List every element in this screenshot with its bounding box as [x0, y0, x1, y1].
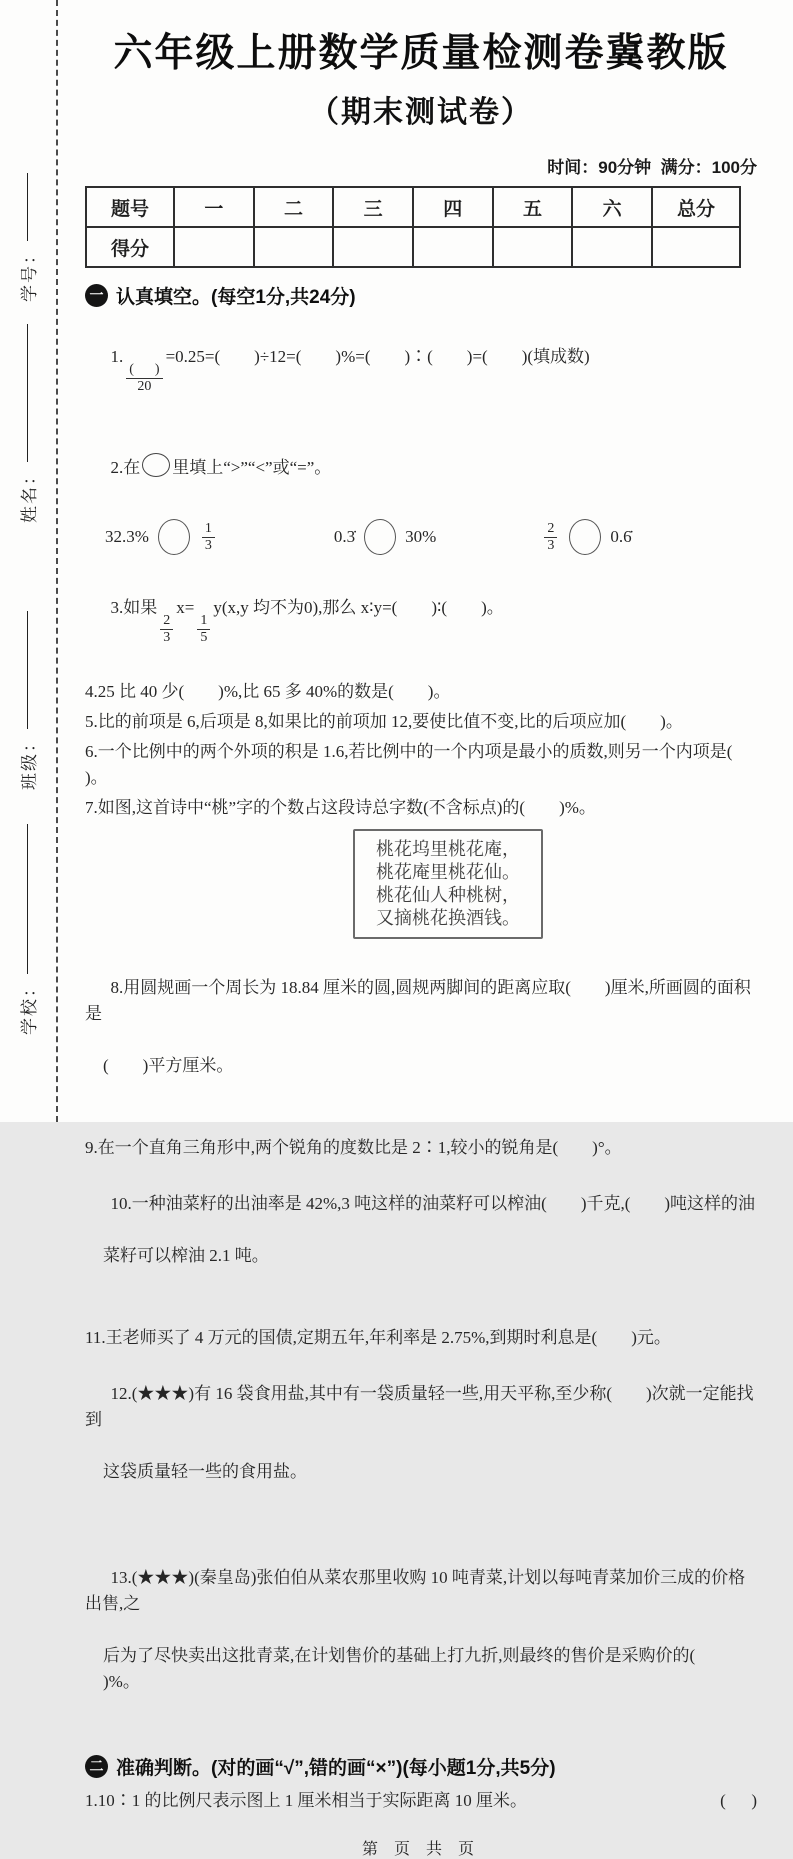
compare-circle-icon: [142, 453, 170, 477]
compare-circle-icon: [364, 519, 396, 555]
fraction-2-3: $\frac{2}{3}$: [160, 613, 173, 646]
score-table-score-row: [86, 227, 740, 267]
score-empty-cell: [572, 227, 652, 267]
school-label: 学校：: [19, 978, 39, 1035]
judge-question-1: [85, 1788, 757, 1814]
judge-question-1-text: 1.10∶1 的比例尺表示图上 1 厘米相当于实际距离 10 厘米。: [85, 1791, 527, 1810]
poem-line: 桃花仙人种桃树，: [376, 885, 520, 905]
question-2: [85, 427, 757, 507]
school-blank-line: [26, 824, 28, 974]
class-label: 班级：: [19, 733, 39, 790]
comparison-2-left: 0.3̇: [333, 527, 356, 546]
name-label: 姓名：: [19, 466, 39, 523]
fraction-2-3: $\frac{2}{3}$: [544, 521, 557, 554]
score-table-header-row: [86, 187, 740, 227]
section-2-title: 准确判断。(对的画“√”,错的画“×”)(每小题1分,共5分): [116, 1758, 556, 1779]
question-1-text: =0.25=( )÷12=( )%=( )∶( )=( )(填成数): [165, 347, 590, 366]
question-8: 8.用圆规画一个周长为 18.84 厘米的圆,圆规两脚间的距离应取( )厘米,所画圆的面积是 ( )平方厘米。: [85, 978, 751, 1075]
comparison-2-right: 30%: [405, 527, 437, 546]
section-1-header: [85, 282, 757, 309]
time-score-info: 时间：90分钟 满分：100分: [547, 158, 757, 177]
page-title: 六年级上册数学质量检测卷冀教版: [113, 32, 729, 75]
poem-figure: [353, 829, 543, 939]
question-3-text-mid: x=: [176, 598, 195, 617]
score-empty-cell: [174, 227, 254, 267]
poem-line: 桃花庵里桃花仙。: [376, 862, 520, 882]
student-number-label: 学号：: [19, 245, 39, 302]
question-1: [85, 318, 757, 421]
sidebar-field-school: [14, 810, 40, 1035]
name-blank-line: [26, 324, 28, 462]
score-table-cell: 题号: [86, 187, 174, 227]
question-3: [85, 569, 757, 672]
score-table-cell: 二: [254, 187, 334, 227]
comparison-1-left: 32.3%: [105, 527, 149, 546]
question-3-text-rest: y(x,y 均不为0),那么 x∶y=( )∶( )。: [213, 598, 504, 617]
score-empty-cell: [652, 227, 740, 267]
question-10: 10.一种油菜籽的出油率是 42%,3 吨这样的油菜籽可以榨油( )千克,( )吨这样的油 菜籽可以榨油 2.1 吨。: [103, 1194, 756, 1265]
score-table-cell: 一: [174, 187, 254, 227]
compare-circle-icon: [158, 519, 190, 555]
compare-circle-icon: [569, 519, 601, 555]
section-1-number-icon: 一: [85, 284, 108, 307]
question-7: 7.如图,这首诗中“桃”字的个数占这段诗总字数(不含标点)的( )%。: [85, 798, 596, 817]
question-9: 9.在一个直角三角形中,两个锐角的度数比是 2∶1,较小的锐角是( )°。: [85, 1138, 622, 1157]
score-empty-cell: [254, 227, 334, 267]
score-empty-cell: [493, 227, 573, 267]
score-table: [85, 186, 741, 268]
section-2-number-icon: 二: [85, 1755, 108, 1778]
question-6: 6.一个比例中的两个外项的积是 1.6,若比例中的一个内项是最小的质数,则另一个内项是( )。: [85, 742, 758, 787]
score-table-cell: 五: [493, 187, 573, 227]
sidebar-field-student-number: [14, 150, 40, 302]
fraction-1-5: $\frac{1}{5}$: [197, 613, 210, 646]
seal-dashed-line: [56, 0, 58, 1122]
question-1-number: 1.: [110, 347, 124, 366]
page-footer: 第 页 共 页: [361, 1841, 480, 1858]
exam-content: [85, 0, 757, 1859]
score-table-cell: 六: [572, 187, 652, 227]
score-table-cell: 总分: [652, 187, 740, 227]
student-number-blank-line: [26, 173, 28, 241]
question-5: 5.比的前项是 6,后项是 8,如果比的前项加 12,要使比值不变,比的后项应加( )。: [85, 712, 683, 731]
fraction-1-3: $\frac{1}{3}$: [202, 521, 215, 554]
question-3-text-pre: 3.如果: [110, 598, 158, 617]
fraction-blank-over-20: $\frac{( )}{20}$: [126, 362, 162, 395]
question-12: 12.(★★★)有 16 袋食用盐,其中有一袋质量轻一些,用天平称,至少称( )次就一定能找到 这袋质量轻一些的食用盐。: [85, 1384, 754, 1481]
score-row-label: 得分: [86, 227, 174, 267]
comparison-3-right: 0.6̇: [610, 527, 632, 546]
poem-line: 又摘桃花换酒钱。: [376, 908, 520, 928]
score-table-cell: 四: [413, 187, 493, 227]
judge-question-1-answer-blank: ( ): [720, 1791, 757, 1810]
question-4: 4.25 比 40 少( )%,比 65 多 40%的数是( )。: [85, 682, 451, 701]
sidebar-field-name: [14, 313, 40, 523]
class-blank-line: [26, 611, 28, 729]
score-table-cell: 三: [333, 187, 413, 227]
question-2-text-post: 里填上“>”“<”或“=”。: [172, 458, 332, 477]
score-empty-cell: [413, 227, 493, 267]
exam-subtitle: （期末测试卷）: [309, 96, 533, 129]
question-13: 13.(★★★)(秦皇岛)张伯伯从菜农那里收购 10 吨青菜,计划以每吨青菜加价三成的价格出售,之 后为了尽快卖出这批青菜,在计划售价的基础上打九折,则最终的售价是采购价的( )%。: [85, 1568, 746, 1691]
section-1-title: 认真填空。(每空1分,共24分): [116, 287, 356, 308]
poem-line: 桃花坞里桃花庵，: [376, 839, 520, 859]
question-11: 11.王老师买了 4 万元的国债,定期五年,年利率是 2.75%,到期时利息是( )元。: [85, 1328, 671, 1347]
score-empty-cell: [333, 227, 413, 267]
section-2-header: [85, 1753, 757, 1780]
question-2-text-pre: 2.在: [110, 458, 141, 477]
question-2-comparisons: [85, 513, 757, 561]
sidebar-field-class: [14, 600, 40, 790]
